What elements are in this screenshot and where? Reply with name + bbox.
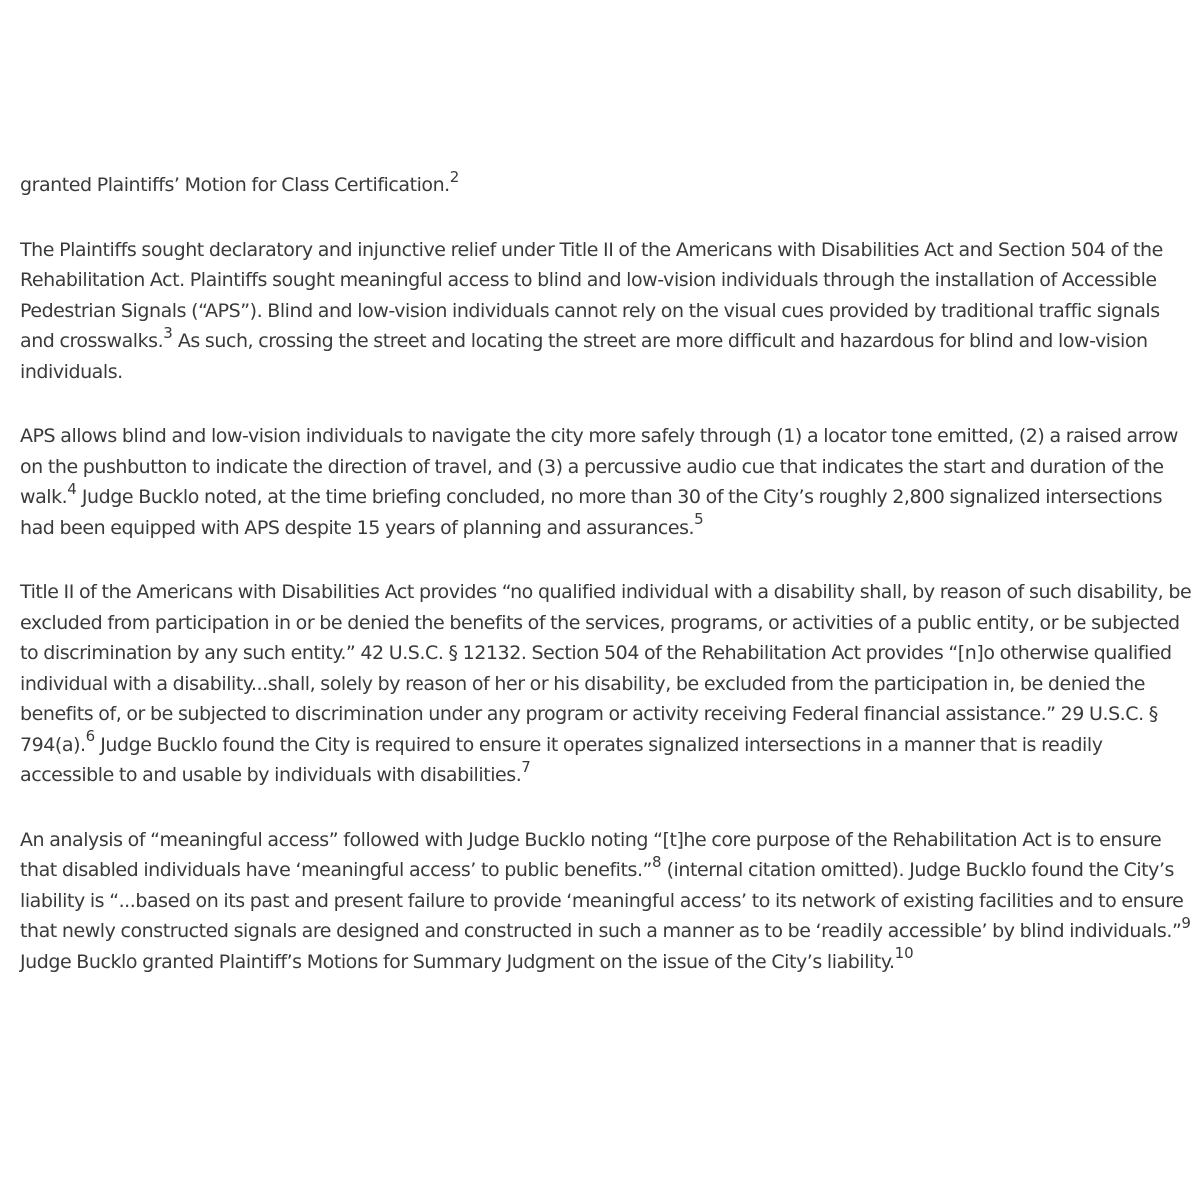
- footnote-ref-5[interactable]: 5: [694, 510, 704, 529]
- paragraph-text: Judge Bucklo found the City is required to ensure it operates signalized intersections in a manner that is readily accessible to and usable by individuals with disabilities.: [20, 733, 1103, 786]
- paragraph-statutes: [20, 577, 1192, 791]
- footnote-ref-8[interactable]: 8: [651, 852, 662, 871]
- paragraph-aps-description: [20, 421, 1192, 543]
- footnote-ref-7[interactable]: 7: [521, 757, 531, 776]
- paragraph-meaningful-access: [20, 825, 1192, 978]
- paragraph-text: An analysis of “meaningful access” followed with Judge Bucklo noting “[t]he core purpose of the Rehabilitation Act is to ensure that disabled individuals have ‘meaningful access’ to public benefits.”: [20, 828, 1162, 881]
- footnote-ref-4[interactable]: 4: [67, 479, 77, 498]
- paragraph-class-certification: [20, 167, 1192, 201]
- paragraph-text: As such, crossing the street and locating the street are more difficult and hazardous for blind and low-vision individuals.: [20, 330, 1148, 383]
- footnote-ref-6[interactable]: 6: [85, 727, 96, 746]
- paragraph-text: Title II of the Americans with Disabilities Act provides “no qualified individual with a disability shall, by reason of such disability, be excluded from participation in or be denied the benefits of the services, programs, or activities of a public entity, or be subjected to discrimination by any such entity.” 42 U.S.C. § 12132. Section 504 of the Rehabilitation Act provides “[n]o otherwise qualified individual with a disability...shall, solely by reason of her or his disability, be excluded from the participation in, be denied the benefits of, or be subjected to discrimination under any program or activity receiving Federal financial assistance.” 29 U.S.C. § 794(a).: [20, 581, 1192, 756]
- paragraph-relief-sought: [20, 235, 1192, 388]
- paragraph-text: APS allows blind and low-vision individuals to navigate the city more safely through (1) a locator tone emitted, (2) a raised arrow on the pushbutton to indicate the direction of travel, and (3) a percussive audio cue that indicates the start and duration of the walk.: [20, 425, 1178, 508]
- paragraph-text: granted Plaintiffs’ Motion for Class Certification.: [20, 174, 450, 196]
- footnote-ref-9[interactable]: 9: [1181, 913, 1191, 932]
- footnote-ref-2[interactable]: 2: [449, 167, 460, 186]
- paragraph-text: (internal citation omitted). Judge Bucklo found the City’s liability is “...based on its past and present failure to provide ‘meaningful access’ to its network of existing facilities and to ensure that newly constructed signals are designed and constructed in such a manner as to be ‘readily accessible’ by blind individuals.”: [20, 859, 1184, 942]
- paragraph-text: Judge Bucklo granted Plaintiff’s Motions for Summary Judgment on the issue of the City’s liability.: [20, 950, 895, 973]
- paragraph-text: Judge Bucklo noted, at the time briefing concluded, no more than 30 of the City’s roughly 2,800 signalized intersections had been equipped with APS despite 15 years of planning and assurances.: [20, 486, 1163, 539]
- paragraph-text: The Plaintiffs sought declaratory and injunctive relief under Title II of the Americans with Disabilities Act and Section 504 of the Rehabilitation Act. Plaintiffs sought meaningful access to blind and low-vision individuals through the installation of Accessible Pedestrian Signals (“APS”). Blind and low-vision individuals cannot rely on the visual cues provided by traditional traffic signals and crosswalks.: [20, 238, 1163, 352]
- footnote-ref-10[interactable]: 10: [894, 944, 914, 963]
- footnote-ref-3[interactable]: 3: [163, 323, 173, 342]
